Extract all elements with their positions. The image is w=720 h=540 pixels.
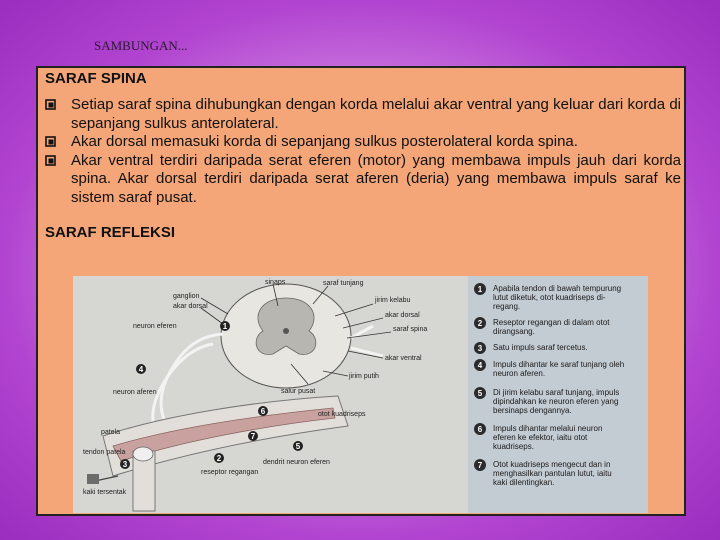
bullet-text: Setiap saraf spina dihubungkan dengan korda melalui akar ventral yang keluar dari korda di sepanjang sulkus anterolateral. <box>71 96 681 132</box>
step-text-line: regang. <box>493 302 521 311</box>
bullet-item <box>45 96 681 133</box>
svg-text:6: 6 <box>260 407 266 416</box>
step-number: 2 <box>477 319 483 328</box>
step-text-line: Di jirim kelabu saraf tunjang, impuls <box>493 388 620 397</box>
grey-matter-shape <box>256 298 316 355</box>
label-jirim-kelabu: jirim kelabu <box>375 297 411 304</box>
svg-text:7: 7 <box>250 432 256 441</box>
content-box <box>36 66 686 516</box>
step-text-line: Reseptor regangan di dalam otot <box>493 318 610 327</box>
label-ganglion: ganglion <box>173 293 200 300</box>
step-number: 6 <box>477 425 483 434</box>
bullet-item <box>45 133 681 152</box>
step-text-line: Impuls dihantar melalui neuron <box>493 424 603 433</box>
svg-text:4: 4 <box>138 365 144 374</box>
step-text-line: Otot kuadriseps mengecut dan in <box>493 460 611 469</box>
central-canal-dot <box>283 328 289 334</box>
reflex-arc-figure <box>73 276 648 513</box>
label-akar-ventral: akar ventral <box>385 355 422 362</box>
step-text-line: Satu impuls saraf tercetus. <box>493 343 588 352</box>
label-otot-kuadriseps: otot kuadriseps <box>318 411 366 418</box>
step-text-line: Apabila tendon di bawah tempurung <box>493 284 622 293</box>
step-text-line: bersinaps dengannya. <box>493 406 572 415</box>
step-text-line: kaki dilentingkan. <box>493 478 555 487</box>
label-neuron-eferen: neuron eferen <box>133 323 177 330</box>
step-text-line: Impuls dihantar ke saraf tunjang oleh <box>493 360 625 369</box>
label-neuron-aferen: neuron aferen <box>113 389 157 396</box>
label-patela: patela <box>101 429 121 436</box>
step-text-line: kuadriseps. <box>493 442 534 451</box>
step-number: 1 <box>477 285 483 294</box>
bullet-text: Akar dorsal memasuki korda di sepanjang sulkus posterolateral korda spina. <box>71 133 578 150</box>
label-akar-dorsal-right: akar dorsal <box>385 312 420 319</box>
step-text-line: neuron aferen. <box>493 369 546 378</box>
label-sinaps: sinaps <box>265 279 286 286</box>
checkbox-bullet-icon <box>45 136 56 147</box>
top-label: SAMBUNGAN... <box>94 38 188 53</box>
bullet-item <box>45 152 681 208</box>
label-salur-pusat: salur pusat <box>281 388 316 395</box>
checkbox-bullet-icon <box>45 99 56 110</box>
svg-text:2: 2 <box>216 454 222 463</box>
step-number: 3 <box>477 344 483 353</box>
label-jirim-putih: jirim putih <box>349 373 379 380</box>
label-tendon-patela: tendon patela <box>83 449 126 456</box>
label-akar-dorsal-left: akar dorsal <box>173 303 208 310</box>
svg-text:5: 5 <box>295 442 301 451</box>
reflex-hammer-icon <box>87 474 99 484</box>
bullet-text: Akar ventral terdiri daripada serat eferen (motor) yang membawa impuls jauh dari korda spina. Akar dorsal terdiri daripada serat aferen (deria) yang membawa impuls saraf ke sistem saraf pusat. <box>71 151 681 206</box>
step-number: 7 <box>477 461 483 470</box>
step-text-line: dirangsang. <box>493 327 535 336</box>
label-kaki-tersentak: kaki tersentak <box>83 489 127 496</box>
label-reseptor-regangan: reseptor regangan <box>201 469 259 476</box>
step-text-line: menghasilkan pantulan lutut, iaitu <box>493 469 612 478</box>
label-saraf-spina: saraf spina <box>393 326 428 333</box>
step-number: 5 <box>477 389 483 398</box>
label-dendrit-neuron-eferen: dendrit neuron eferen <box>263 459 330 466</box>
heading-saraf-spina: SARAF SPINA <box>45 70 147 87</box>
patella-shape <box>133 447 153 461</box>
svg-text:1: 1 <box>222 322 228 331</box>
heading-saraf-refleksi: SARAF REFLEKSI <box>45 224 176 241</box>
step-text-line: dipindahkan ke neuron eferen yang <box>493 397 619 406</box>
step-text-line: eferen ke efektor, iaitu otot <box>493 433 588 442</box>
reflex-arc-diagram <box>73 276 648 513</box>
checkbox-bullet-icon <box>45 155 56 166</box>
label-saraf-tunjang: saraf tunjang <box>323 280 364 287</box>
bullet-list <box>45 96 681 207</box>
step-number: 4 <box>477 361 483 370</box>
svg-text:3: 3 <box>122 460 128 469</box>
step-text-line: lutut diketuk, otot kuadriseps di- <box>493 293 606 302</box>
